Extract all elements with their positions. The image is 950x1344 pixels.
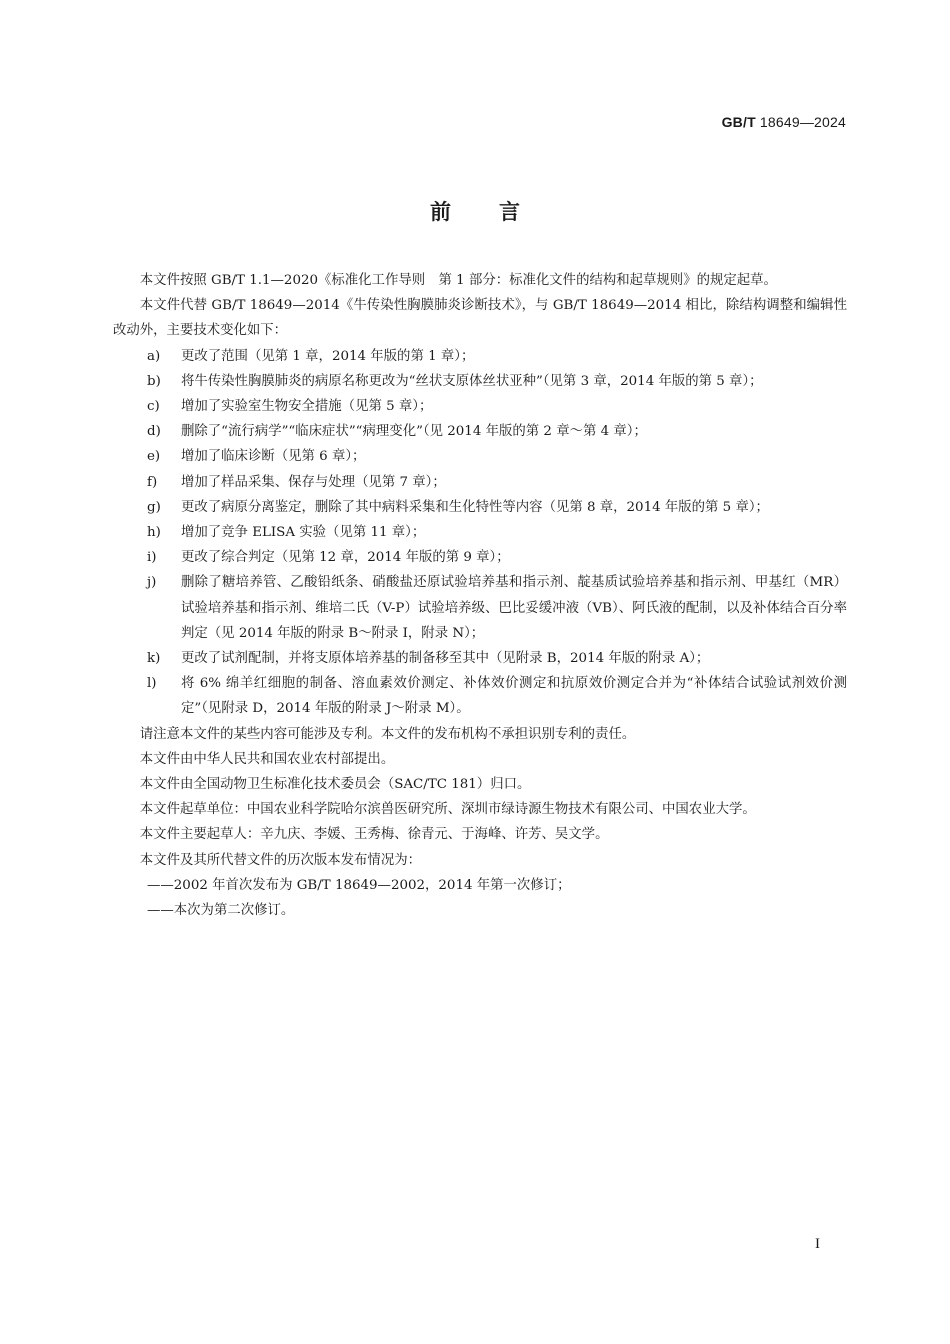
list-item [113, 344, 847, 369]
list-text: 更改了试剂配制，并将支原体培养基的制备移至其中（见附录 B，2014 年版的附录 A）； [181, 651, 710, 667]
list-item [113, 369, 847, 394]
list-item [113, 520, 847, 545]
standard-number [722, 114, 846, 130]
list-marker: g) [147, 499, 161, 515]
list-marker: a) [147, 348, 161, 364]
paragraph: 本文件及其所代替文件的历次版本发布情况为： [139, 852, 421, 868]
foreword-body [113, 268, 847, 923]
paragraph: 本文件由全国动物卫生标准化技术委员会（SAC/TC 181）归口。 [139, 777, 531, 793]
list-marker: l) [147, 676, 157, 692]
list-item [113, 495, 847, 520]
list-text: 增加了临床诊断（见第 6 章）； [181, 449, 366, 465]
list-text: 删除了糖培养管、乙酸铅纸条、硝酸盐还原试验培养基和指示剂、靛基质试验培养基和指示剂、甲基红（MR）试验培养基和指示剂、维培二氏（V-P）试验培养级、巴比妥缓冲液（VB）、阿氏液的配制，以及补体结合百分率判定（见 2014 年版的附录 B～附录 I，附录 N）； [181, 575, 847, 641]
list-text: 增加了实验室生物安全措施（见第 5 章）； [181, 399, 433, 415]
list-text: 将牛传染性胸膜肺炎的病原名称更改为“丝状支原体丝状亚种”（见第 3 章，2014 年版的第 5 章）； [181, 373, 763, 389]
changes-list [113, 344, 847, 722]
list-text: 更改了范围（见第 1 章，2014 年版的第 1 章）； [181, 348, 475, 364]
list-text: 将 6% 绵羊红细胞的制备、溶血素效价测定、补体效价测定和抗原效价测定合并为“补体结合试验试剂效价测定”（见附录 D，2014 年版的附录 J～附录 M）。 [181, 676, 847, 717]
standard-code: 18649—2024 [759, 114, 846, 130]
history-item: ——2002 年首次发布为 GB/T 18649—2002，2014 年第一次修订； [147, 877, 571, 893]
list-text: 更改了病原分离鉴定，删除了其中病料采集和生化特性等内容（见第 8 章，2014 年版的第 5 章）； [181, 499, 769, 515]
list-marker: b) [147, 373, 161, 389]
list-item [113, 671, 847, 721]
list-marker: h) [147, 525, 161, 541]
list-item [113, 646, 847, 671]
list-text: 增加了竞争 ELISA 实验（见第 11 章）； [181, 525, 426, 541]
list-item [113, 419, 847, 444]
paragraph: 本文件代替 GB/T 18649—2014《牛传染性胸膜肺炎诊断技术》，与 GB/T 18649—2014 相比，除结构调整和编辑性改动外，主要技术变化如下： [113, 298, 847, 339]
list-item [113, 545, 847, 570]
paragraph: 请注意本文件的某些内容可能涉及专利。本文件的发布机构不承担识别专利的责任。 [139, 726, 636, 742]
paragraph: 本文件主要起草人：辛九庆、李媛、王秀梅、徐青元、于海峰、许芳、吴文学。 [139, 827, 609, 843]
list-marker: c) [147, 399, 160, 415]
list-item [113, 570, 847, 646]
list-item [113, 444, 847, 469]
paragraph: 本文件起草单位：中国农业科学院哈尔滨兽医研究所、深圳市绿诗源生物技术有限公司、中国农业大学。 [139, 802, 756, 818]
page-number: I [815, 1236, 820, 1252]
list-text: 增加了样品采集、保存与处理（见第 7 章）； [181, 474, 446, 490]
list-marker: j) [147, 575, 157, 591]
standard-prefix: GB/T [721, 114, 756, 130]
history-item: ——本次为第二次修订。 [147, 903, 295, 919]
list-marker: e) [147, 449, 161, 465]
list-text: 更改了综合判定（见第 12 章，2014 年版的第 9 章）； [181, 550, 510, 566]
paragraph: 本文件按照 GB/T 1.1—2020《标准化工作导则 第 1 部分：标准化文件的结构和起草规则》的规定起草。 [139, 273, 777, 288]
list-item [113, 470, 847, 495]
list-marker: i) [147, 550, 157, 566]
page-title: 前言 [430, 199, 568, 224]
list-marker: d) [147, 424, 161, 440]
list-text: 删除了“流行病学”“临床症状”“病理变化”（见 2014 年版的第 2 章～第 4 章）； [181, 424, 647, 440]
list-marker: f) [147, 474, 158, 490]
list-item [113, 394, 847, 419]
paragraph: 本文件由中华人民共和国农业农村部提出。 [139, 751, 395, 767]
list-marker: k) [147, 651, 161, 667]
